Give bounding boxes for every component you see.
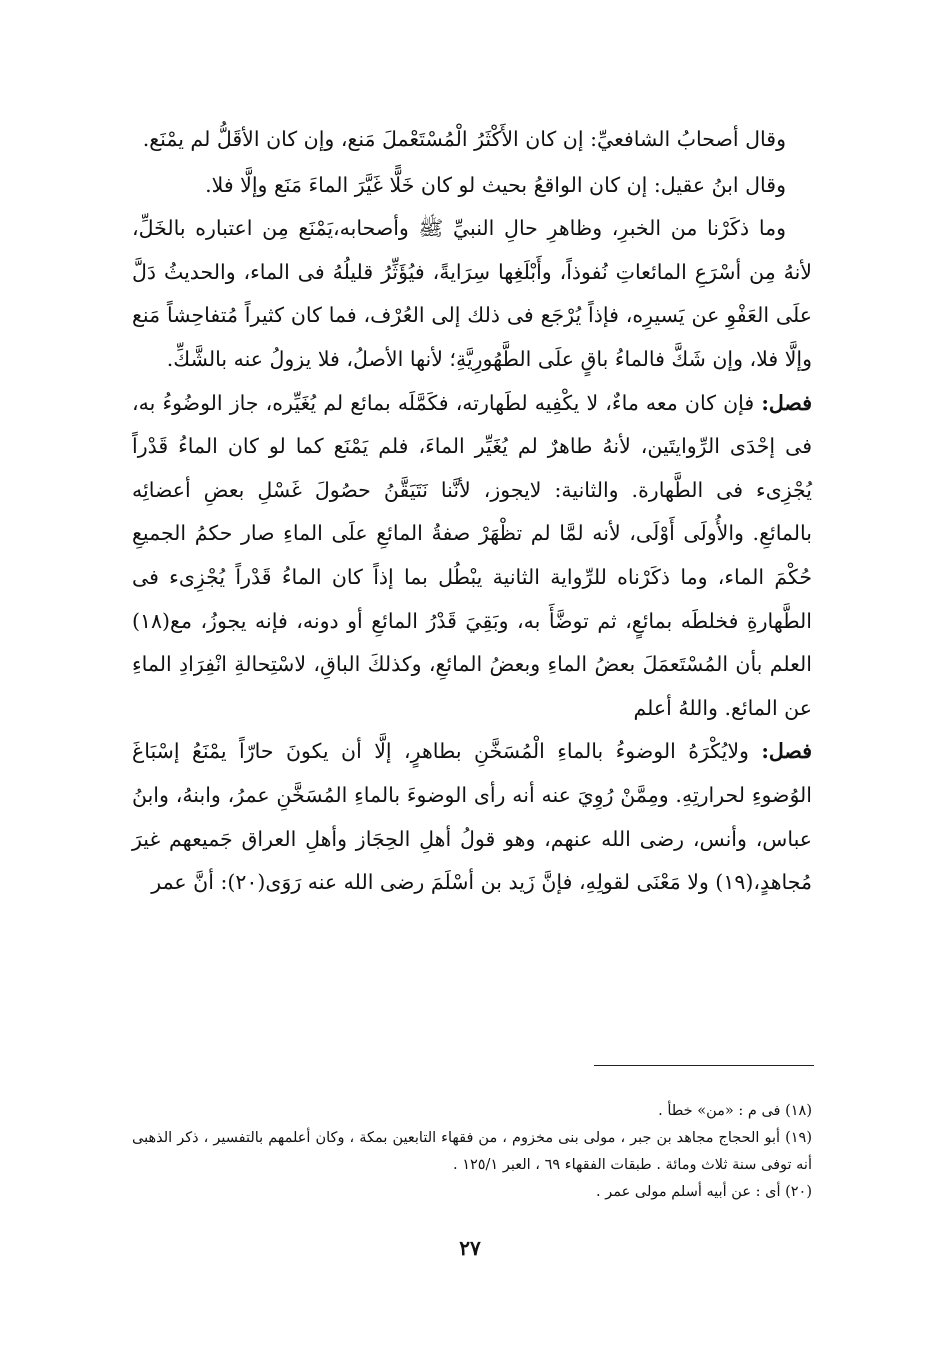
section-keyword: فصل: bbox=[761, 739, 812, 764]
paragraph-ibn-aqil-opinion: وقال ابنُ عقيل: إن كان الواقعُ بحيث لو كان خَلًّا غَيَّرَ الماءَ مَنَع وإلَّا فلا. bbox=[205, 172, 786, 197]
footnote-divider bbox=[594, 1065, 814, 1066]
paragraph-vinegar-ruling: وما ذكَرْنا من الخبرِ، وظاهرِ حالِ النبيِّ ﷺ وأصحابه،يَمْنَع مِن اعتباره بالخَلِّ، لأنهُ مِن أسْرَعِ المائعاتِ نُفوذاً، وأَبْلَغِها سِرَايةً، فيُؤَثِّرُ قليلُهُ فى الماء، والحديثُ دَلَّ علَى العَفْوِ عن يَسيرِه، فإذاً يُرْجَع فى ذلك إلى العُرْف، فما كان كثيراً مُتفاحِشاً مَنع وإلَّا فلا، وإن شَكَّ فالماءُ باقٍ علَى الطَّهُورِيَّةِ؛ لأنها الأصلُ، فلا يزولُ عنه بالشَّكِّ. bbox=[132, 216, 812, 371]
footnote-18: (١٨) فى م : «من» خطأ . bbox=[658, 1103, 812, 1119]
paragraph-fasl-completing-water bbox=[132, 382, 812, 731]
main-text bbox=[132, 118, 812, 905]
paragraph-text: فإن كان معه ماءٌ، لا يكْفِيه لطَهارته، فكَمَّلَه بمائع لم يُغَيِّره، جاز الوضُوءُ به، فى إحْدَى الرِّوايتَين، لأنهُ طاهرٌ لم يُغَيِّر الماءَ، فلم يَمْنَع كما لو كان الماءُ قَدْراً يُجْزِىء فى الطَّهارة. والثانية: لايجوز، لأنَّنا نَتَيَقَّنُ حصُولَ غَسْلِ بعضِ أعضائِه بالمائعِ. والأُولَى أَوْلَى، لأنه لمَّا لم تظْهَرْ صفةُ المائعِ علَى الماءِ صار حكمُ الجميعِ حُكْمَ الماء، وما ذكَرْناه للرِّواية الثانية يبْطُل بما إذاً كان الماءُ قَدْراً يُجْزِىء فى الطَّهارةِ فخلطَه بمائعٍ، ثم توضَّأَ به، وبَقِيَ قَدْرُ المائعِ أو دونه، فإنه يجوزُ، مع(١٨) العلم بأن المُسْتَعمَلَ بعضُ الماءِ وبعضُ المائعِ، وكذلكَ الباقِ، لاسْتِحالةِ انْفِرَادِ الماءِ عن المائع. واللهُ أعلم bbox=[132, 390, 812, 720]
paragraph-fasl-heated-water bbox=[132, 730, 812, 904]
paragraph-text: ولايُكْرَهُ الوضوءُ بالماءِ الْمُسَخَّنِ بطاهرٍ، إلَّا أن يكونَ حارّاً يمْنَعُ إسْبَاغَ الوُضوءِ لحرارتِهِ. ومِمَّنْ رُوِيَ عنه أنه رأى الوضوءَ بالماءِ المُسَخَّنِ عمرُ، وابنهُ، وابنُ عباس، وأنس، رضى الله عنهم، وهو قولُ أهلِ الحِجَاز وأهلِ العراق جَميعهم غيرَ مُجاهدٍ،(١٩) ولا مَعْنَى لقولِهِ، فإنَّ زَيد بن أسْلَمَ رضى الله عنه رَوَى(٢٠): أنَّ عمر bbox=[132, 739, 812, 895]
page-number: ٢٧ bbox=[459, 1236, 481, 1260]
footnotes bbox=[132, 1098, 812, 1206]
section-keyword: فصل: bbox=[761, 390, 812, 415]
paragraph-shafii-opinion: وقال أصحابُ الشافعيِّ: إن كان الأَكْثَرُ الْمُسْتَعْملَ مَنع، وإن كان الأقَلُّ لم يمْنَع. bbox=[142, 127, 786, 151]
footnote-20: (٢٠) أى : عن أبيه أسلم مولى عمر . bbox=[596, 1184, 812, 1200]
footnote-19: (١٩) أبو الحجاج مجاهد بن جبر ، مولى بنى مخزوم ، من فقهاء التابعين بمكة ، وكان أعلمهم بالتفسير ، ذكر الذهبى أنه توفى سنة ثلاث ومائة . طبقات الفقهاء ٦٩ ، العبر ١٢٥/١ . bbox=[132, 1130, 812, 1173]
